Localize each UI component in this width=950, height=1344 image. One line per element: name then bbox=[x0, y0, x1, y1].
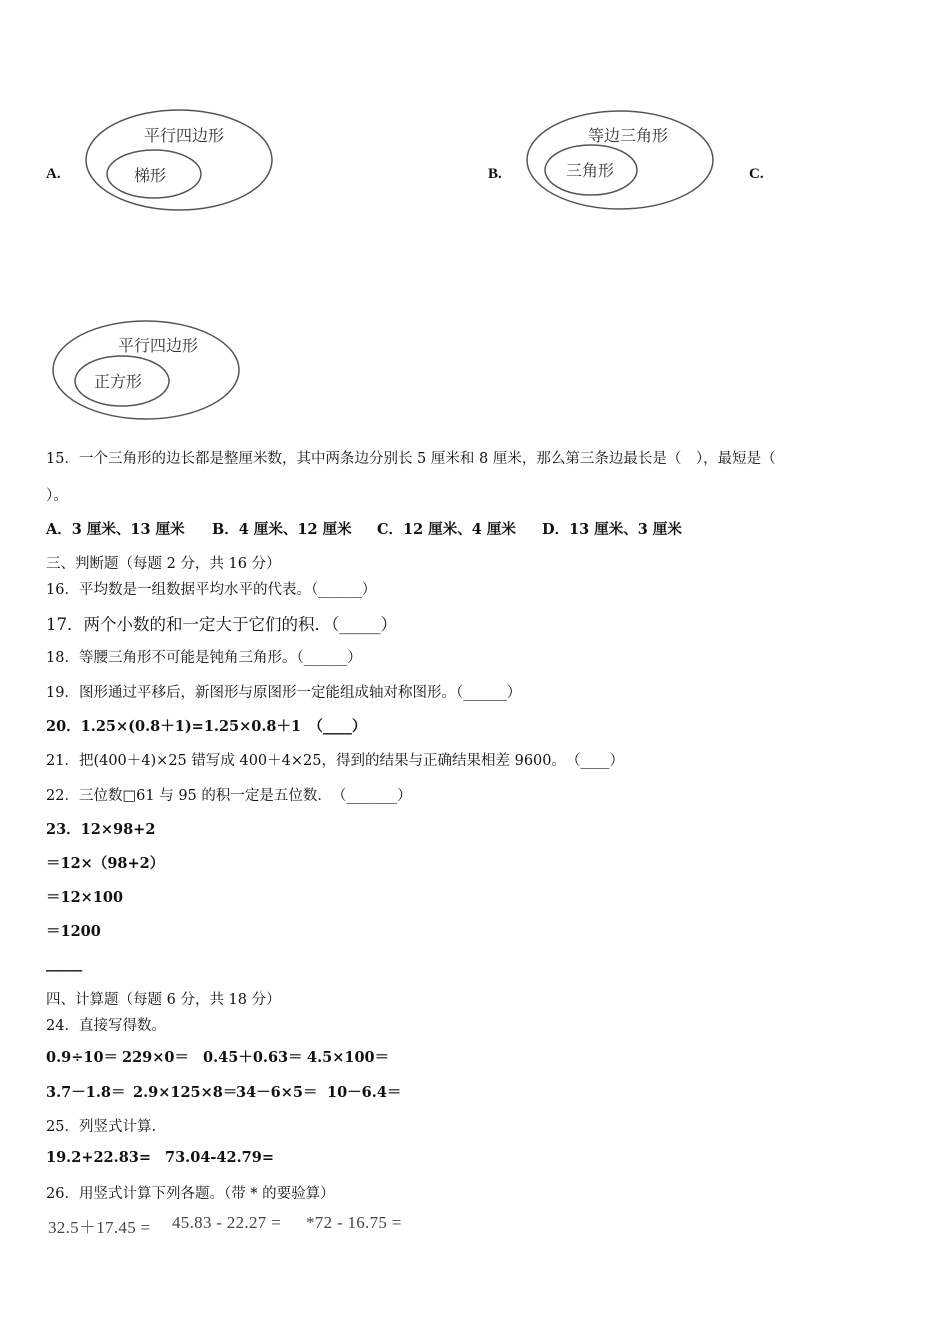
q15-option-a: A．3 厘米、13 厘米 bbox=[46, 521, 185, 538]
q24-title: 24．直接写得数。 bbox=[46, 1018, 166, 1034]
outer-set-label: 平行四边形 bbox=[143, 126, 225, 145]
q23-line-2: ＝12×（98+2） bbox=[46, 855, 165, 872]
q24-item-3: 0.45＋0.63＝ bbox=[203, 1049, 303, 1066]
q15-stem: 15．一个三角形的边长都是整厘米数，其中两条边分别长 5 厘米和 8 厘米，那么第三条边最长是（ ），最短是（ bbox=[46, 451, 776, 467]
option-a-label: A. bbox=[46, 166, 61, 182]
q24-item-5: 3.7－1.8＝ bbox=[46, 1084, 126, 1101]
q26-item-2: 45.83 - 22.27 = bbox=[172, 1213, 281, 1232]
q24-item-7: 34－6×5＝ bbox=[236, 1084, 318, 1101]
judge-21: 21．把(400＋4)×25 错写成 400＋4×25，得到的结果与正确结果相差 9600。 （____） bbox=[46, 753, 624, 769]
outer-set-label: 等边三角形 bbox=[587, 126, 669, 145]
q26-item-1: 32.5＋17.45 = bbox=[48, 1218, 151, 1237]
q24-item-6: 2.9×125×8＝ bbox=[133, 1084, 238, 1101]
q23-line-4: ＝1200 bbox=[46, 923, 101, 940]
option-c-label: C. bbox=[749, 166, 764, 182]
outer-set-label: 平行四边形 bbox=[117, 336, 199, 355]
q15-option-b: B．4 厘米、12 厘米 bbox=[212, 521, 352, 538]
option-d-diagram bbox=[48, 318, 248, 424]
q24-item-1: 0.9÷10＝ bbox=[46, 1049, 119, 1066]
inner-set-label: 正方形 bbox=[93, 372, 143, 391]
option-a-diagram bbox=[80, 108, 280, 218]
q23-line-1: 23．12×98+2 bbox=[46, 821, 156, 838]
section-4-heading: 四、计算题（每题 6 分，共 18 分） bbox=[46, 992, 281, 1008]
option-b-diagram bbox=[518, 108, 718, 214]
judge-19: 19．图形通过平移后，新图形与原图形一定能组成轴对称图形。（______） bbox=[46, 685, 522, 701]
q25-title: 25．列竖式计算. bbox=[46, 1119, 157, 1135]
judge-17: 17．两个小数的和一定大于它们的积．（_____） bbox=[46, 615, 397, 634]
q25-item-1: 19.2+22.83= bbox=[46, 1149, 152, 1166]
section-3-heading: 三、判断题（每题 2 分，共 16 分） bbox=[46, 556, 281, 572]
option-b-label: B. bbox=[488, 166, 502, 182]
q25-item-2: 73.04-42.79= bbox=[165, 1149, 274, 1166]
q23-line-3: ＝12×100 bbox=[46, 889, 124, 906]
q15-option-d: D．13 厘米、3 厘米 bbox=[542, 521, 682, 538]
judge-22: 22．三位数□61 与 95 的积一定是五位数． （_______） bbox=[46, 788, 412, 804]
q24-item-4: 4.5×100＝ bbox=[307, 1049, 390, 1066]
q23-answer-blank: _____ bbox=[46, 955, 83, 972]
q24-item-8: 10－6.4＝ bbox=[327, 1084, 402, 1101]
q26-item-3: *72 - 16.75 = bbox=[306, 1213, 402, 1232]
judge-20: 20．1.25×(0.8＋1)=1.25×0.8＋1 （____） bbox=[46, 718, 367, 735]
inner-set-label: 三角形 bbox=[565, 161, 615, 180]
q26-title: 26．用竖式计算下列各题。（带 * 的要验算） bbox=[46, 1186, 335, 1202]
judge-18: 18．等腰三角形不可能是钝角三角形。（______） bbox=[46, 650, 362, 666]
q15-option-c: C．12 厘米、4 厘米 bbox=[377, 521, 516, 538]
judge-16: 16．平均数是一组数据平均水平的代表。（______） bbox=[46, 582, 377, 598]
q24-item-2: 229×0＝ bbox=[122, 1049, 190, 1066]
q15-stem-cont: ）。 bbox=[46, 488, 68, 504]
inner-set-label: 梯形 bbox=[133, 166, 167, 185]
